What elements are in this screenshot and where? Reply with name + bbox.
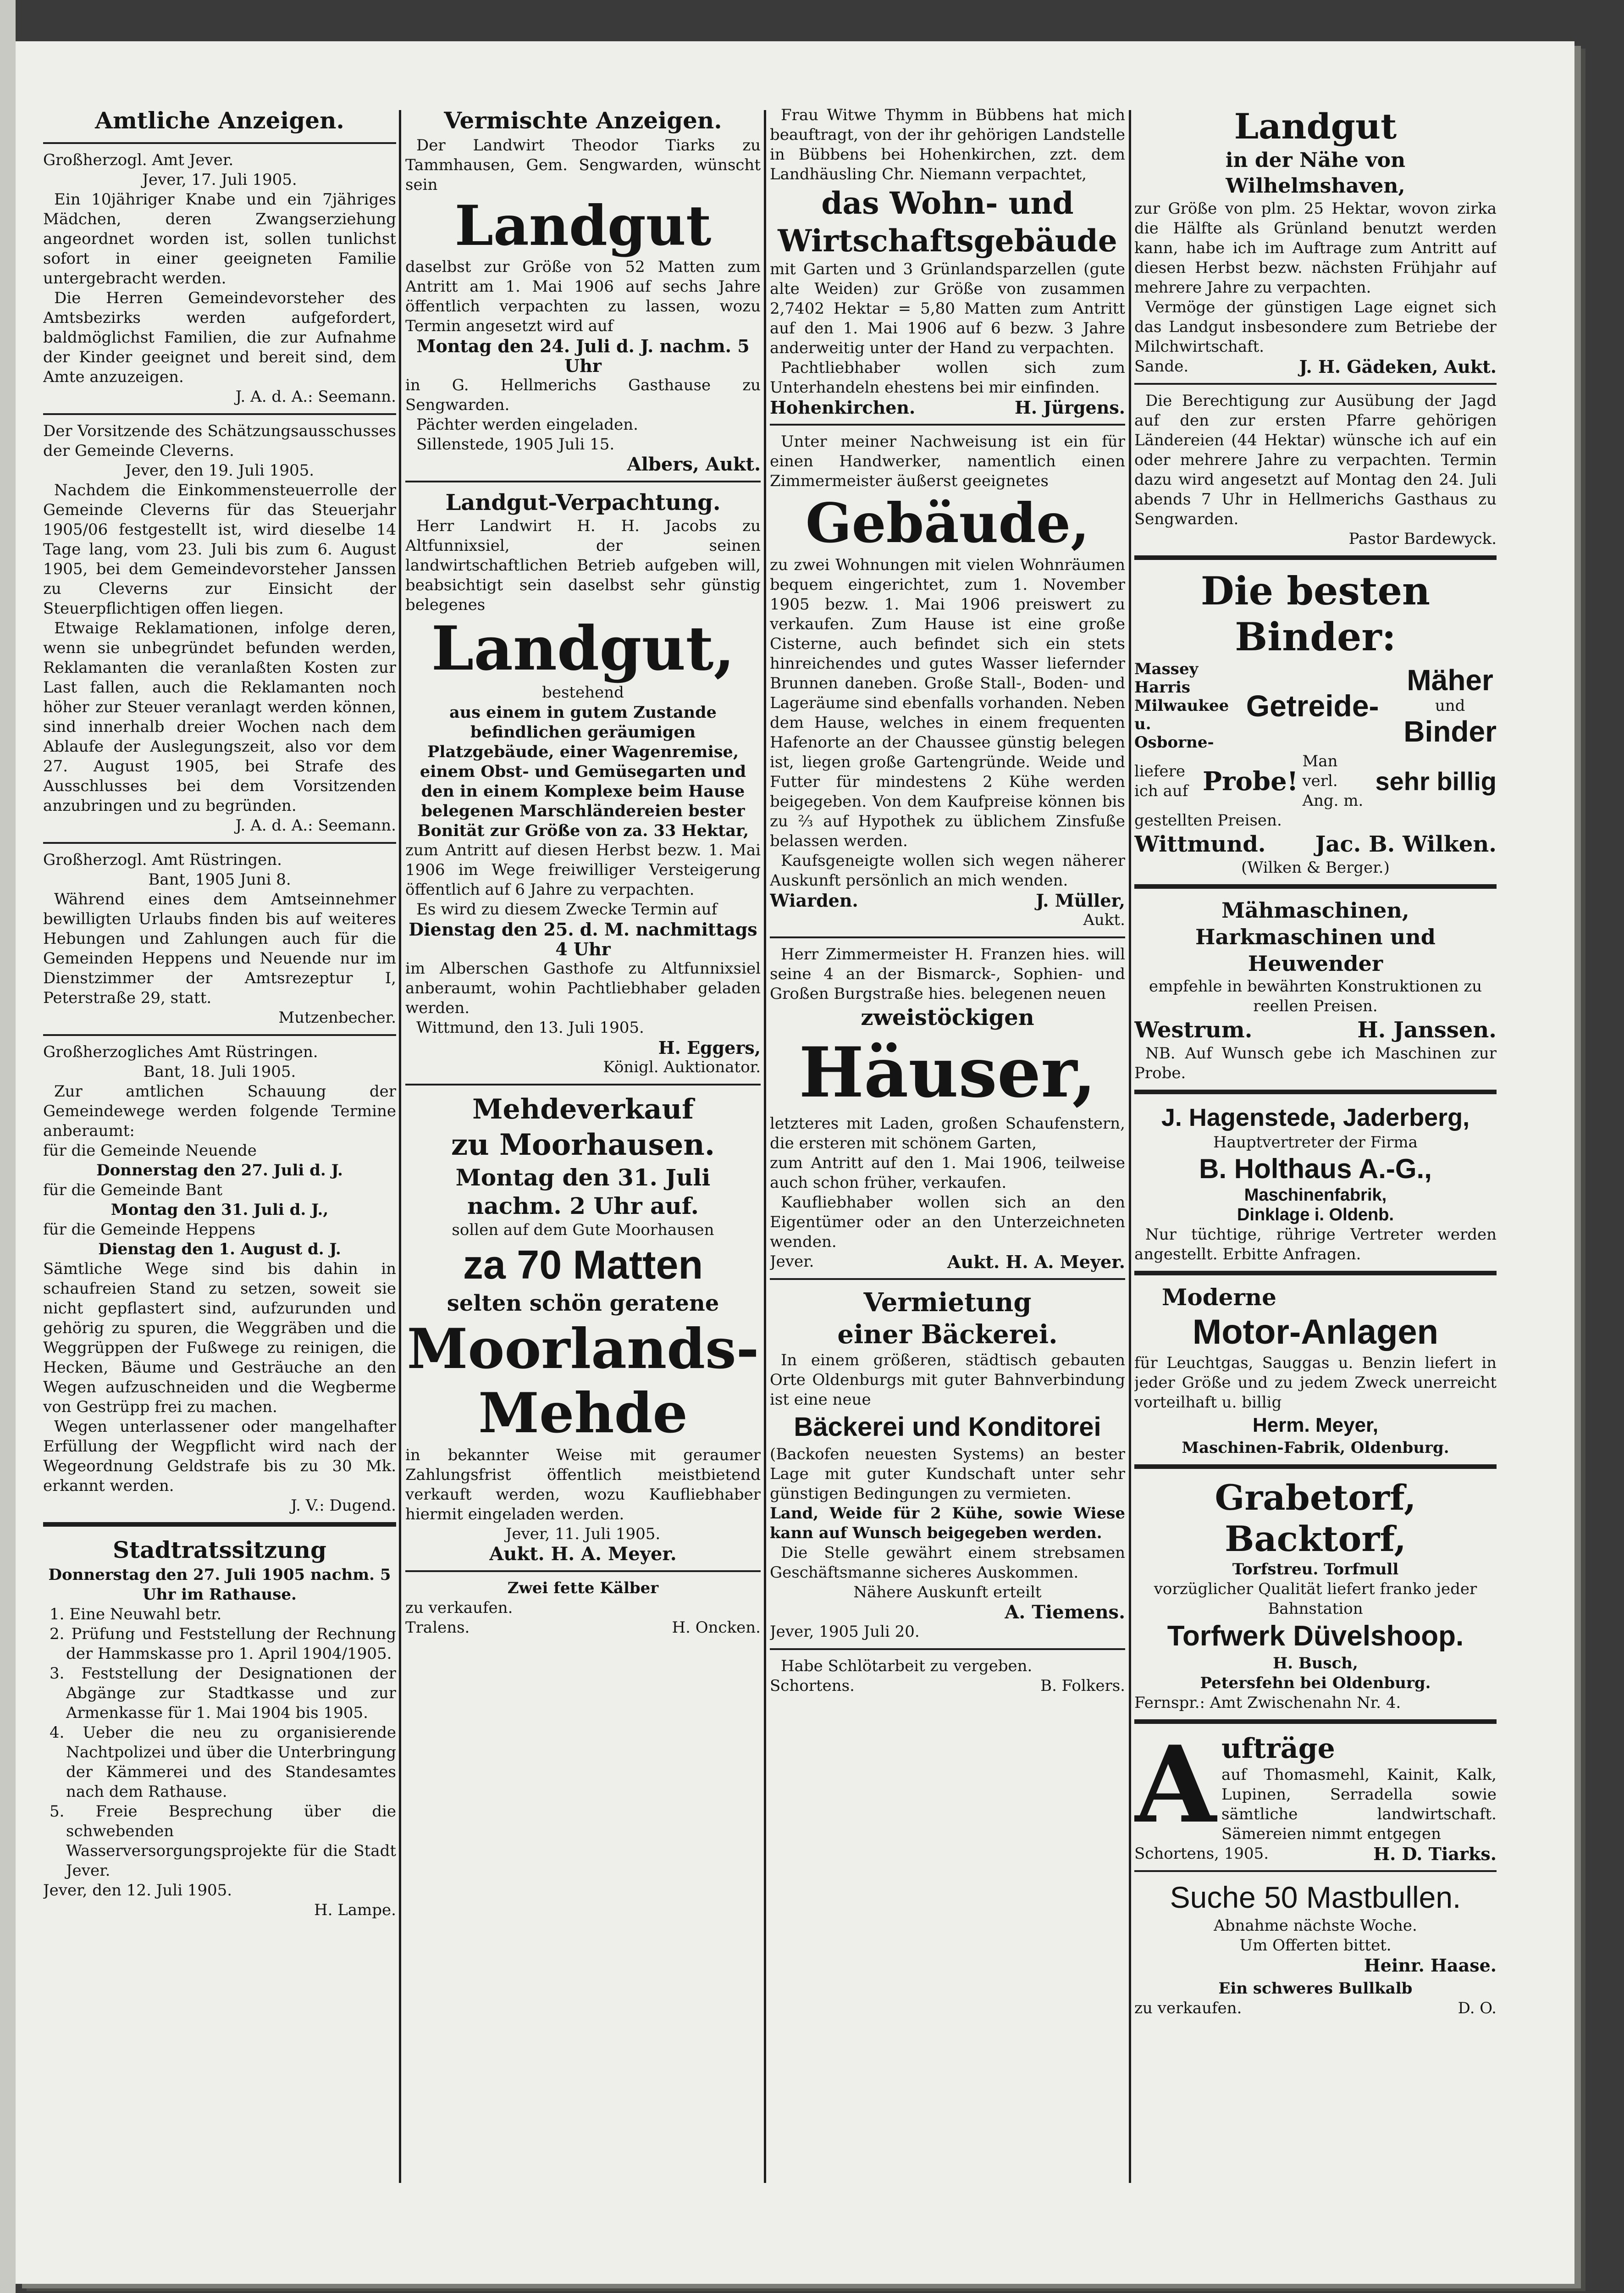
ad-headline: Grabetorf, bbox=[1215, 1477, 1416, 1518]
ad-signature: Königl. Auktionator. bbox=[603, 1058, 761, 1076]
ad-bold-text: Land, Weide für 2 Kühe, sowie Wiese kann auf Wunsch beigegeben werden. bbox=[770, 1504, 1125, 1542]
auftraege-row bbox=[1134, 1723, 1497, 1847]
ad-text: Kaufliebhaber wollen sich an den Eigentümer oder an den Unterzeichneten wenden. bbox=[770, 1193, 1125, 1251]
ad-text: Um Offerten bittet. bbox=[1239, 1936, 1392, 1955]
ad-place: Hohenkirchen. bbox=[770, 397, 916, 418]
ad-text: empfehle in bewährten Konstruktionen zu reellen Preisen. bbox=[1149, 977, 1482, 1015]
ad-place: Wittmund. bbox=[1134, 831, 1266, 857]
ad-text: Pächter werden eingeladen. bbox=[416, 415, 638, 434]
ad-place: Petersfehn bei Oldenburg. bbox=[1200, 1674, 1431, 1692]
binder-brand-row bbox=[1134, 660, 1497, 752]
ad-bullkalb bbox=[1134, 1979, 1497, 2018]
ad-signature: H. D. Tiarks. bbox=[1373, 1844, 1497, 1864]
ad-signature: J. H. Gädeken, Aukt. bbox=[1299, 356, 1497, 377]
notice-text: Während eines dem Amtseinnehmer bewilligten Urlaubs finden bis auf weiteres Hebungen und Zahlungen auch für die Gemeinden Heppens und Neuende nur im Dienstzimmer der Amtsrezeptur I, Peterstraße 29, statt. bbox=[43, 890, 396, 1007]
notice-office: Großherzogl. Amt Jever. bbox=[43, 151, 234, 169]
ad-footer bbox=[1134, 831, 1497, 858]
ad-haeuser bbox=[770, 945, 1125, 1272]
ad-text: für Leuchtgas, Sauggas u. Benzin liefert in jeder Größe und zu jedem Zweck unerreicht vorteilhaft u. billig bbox=[1134, 1354, 1497, 1412]
notice-text: Nachdem die Einkommensteuerrolle der Gemeinde Cleverns für das Steuerjahr 1905/06 festgestellt ist, wird dieselbe 14 Tage lang, vom 23. Juli bis zum 6. August 1905, bei dem Gemeindevorsteher Janssen zu Cleverns zur Einsicht der Steuerpflichtigen offen liegen. bbox=[43, 481, 396, 618]
divider bbox=[770, 424, 1125, 426]
ad-text: in G. Hellmerichs Gasthause zu Sengwarden. bbox=[405, 376, 761, 414]
ad-headline: Landgut bbox=[454, 194, 712, 258]
divider bbox=[405, 481, 761, 482]
ad-place: Schortens. bbox=[770, 1677, 855, 1695]
notice-text: Zur amtlichen Schauung der Gemeindewege werden folgende Termine anberaumt: bbox=[43, 1082, 396, 1140]
ad-headline: das Wohn- und Wirtschaftsgebäude bbox=[778, 185, 1117, 259]
notice-term: Montag den 31. Juli d. J., bbox=[110, 1201, 329, 1219]
binder-liefere: liefere ich auf bbox=[1134, 762, 1188, 800]
divider bbox=[43, 142, 396, 144]
divider bbox=[770, 1648, 1125, 1650]
notice-office: Großherzogl. Amt Rüstringen. bbox=[43, 851, 282, 869]
notice-date: Bant, 18. Juli 1905. bbox=[143, 1063, 296, 1081]
agenda-item: 1. Eine Neuwahl betr. bbox=[50, 1605, 222, 1623]
ad-text: in bekannter Weise mit geraumer Zahlungsfrist öffentlich meistbietend verkauft werden, wozu Kaufliebhaber hiermit eingeladen werden. bbox=[405, 1446, 761, 1523]
ad-footer bbox=[770, 1676, 1125, 1696]
newspaper-page bbox=[16, 41, 1574, 2284]
notice-signature: Mutzenbecher. bbox=[278, 1008, 396, 1027]
ad-signature: B. Folkers. bbox=[1040, 1677, 1125, 1695]
ad-text: (Backofen neuesten Systems) an bester Lage mit guter Kundschaft unter sehr günstigen Bedingungen zu vermieten. bbox=[770, 1445, 1125, 1503]
ad-signature: A. Tiemens. bbox=[1005, 1601, 1125, 1623]
notice-signature: J. V.: Dugend. bbox=[291, 1496, 396, 1515]
ad-signature: Maschinen-Fabrik, Oldenburg. bbox=[1182, 1439, 1449, 1457]
ad-text: vorzüglicher Qualität liefert franko jeder Bahnstation bbox=[1154, 1580, 1477, 1618]
ad-sub: bestehend bbox=[542, 683, 624, 702]
ad-footer bbox=[1134, 357, 1497, 377]
divider bbox=[770, 936, 1125, 938]
ad-headline: Landgut bbox=[1234, 106, 1397, 147]
ad-place: Wiarden. bbox=[770, 890, 858, 911]
divider bbox=[770, 1278, 1125, 1280]
ad-place: Jever. bbox=[770, 1252, 814, 1271]
ad-headline: Torfwerk Düvelshoop. bbox=[1167, 1620, 1464, 1652]
ad-holthaus bbox=[1134, 1102, 1497, 1264]
stadtrat-date: Jever, den 12. Juli 1905. bbox=[43, 1881, 232, 1900]
ad-footer bbox=[405, 1618, 761, 1638]
ad-text: letzteres mit Laden, großen Schaufenstern, die ersteren mit schönem Garten, bbox=[770, 1114, 1125, 1152]
ad-sub: (Wilken & Berger.) bbox=[1241, 858, 1390, 877]
ad-place: Westrum. bbox=[1134, 1017, 1253, 1043]
notice-cleverns-tax bbox=[43, 421, 396, 836]
ad-lead: Unter meiner Nachweisung ist ein für einen Handwerker, namentlich einen Zimmermeister äußerst geeignetes bbox=[770, 432, 1125, 490]
notice-text: Ein 10jähriger Knabe und ein 7jähriges Mädchen, deren Zwangserziehung angeordnet worden ist, sollen tunlichst sofort in einer geeigneten Familie untergebracht werden. bbox=[43, 190, 396, 288]
column-rule bbox=[1129, 110, 1131, 2183]
ad-text: NB. Auf Wunsch gebe ich Maschinen zur Probe. bbox=[1134, 1044, 1497, 1082]
divider bbox=[43, 413, 396, 415]
ad-gebaeude bbox=[770, 432, 1125, 930]
agenda-list bbox=[43, 1605, 396, 1881]
ad-initial: A bbox=[1134, 1723, 1216, 1847]
notice-text: Wegen unterlassener oder mangelhafter Erfüllung der Wegpflicht wird nach der Wegeordnung Geldstrafe bis zu 30 Mk. erkannt werden. bbox=[43, 1418, 396, 1495]
notice-term: Dienstag den 1. August d. J. bbox=[98, 1240, 341, 1258]
ad-text: Habe Schlötarbeit zu vergeben. bbox=[781, 1657, 1033, 1675]
ad-text: zur Größe von plm. 25 Hektar, wovon zirka die Hälfte als Grünland benutzt werden kann, habe ich im Auftrage zum Antritt auf diesen Herbst bezw. nächsten Frühjahr auf mehrere Jahre zu verpachten. bbox=[1134, 199, 1497, 297]
ad-text: zu verkaufen. bbox=[1134, 1999, 1242, 2017]
ad-bold-text: aus einem in gutem Zustande befindlichen geräumigen Platzgebäude, einer Wagenremise, einem Obst- und Gemüsegarten und den in einem Komplexe beim Hause belegenen Marschländereien bester Bonität zur Größe von za. 33 Hektar, bbox=[417, 703, 749, 840]
ad-wohnhaus bbox=[770, 105, 1125, 417]
divider bbox=[405, 1084, 761, 1086]
divider-heavy bbox=[1134, 1090, 1497, 1094]
ad-footer bbox=[770, 398, 1125, 417]
ad-headline: Landgut, bbox=[431, 613, 735, 684]
ad-headline: Ein schweres Bullkalb bbox=[1218, 1979, 1413, 1998]
divider bbox=[43, 1034, 396, 1036]
ad-binder bbox=[1134, 568, 1497, 878]
ad-jagd bbox=[1134, 391, 1497, 549]
ad-signature: Pastor Bardewyck. bbox=[1348, 530, 1497, 548]
ad-mastbullen bbox=[1134, 1878, 1497, 1975]
ad-lead: Herr Landwirt H. H. Jacobs zu Altfunnixsiel, der seinen landwirtschaftlichen Betrieb aufgeben will, beabsichtigt sein daselbst sehr günstig belegenes bbox=[405, 517, 761, 614]
ad-text: Nähere Auskunft erteilt bbox=[853, 1583, 1042, 1601]
ad-headline: einer Bäckerei. bbox=[837, 1319, 1058, 1350]
notice-signature: J. A. d. A.: Seemann. bbox=[235, 816, 396, 835]
ad-headline: ufträge bbox=[1221, 1733, 1335, 1765]
ad-text: mit Garten und 3 Grünlandsparzellen (gute alte Weiden) zur Größe von zusammen 2,7402 Hektar = 5,80 Matten zum Antritt auf den 1. Mai 1906 auf 6 bezw. 3 Jahre anderweitig unter der Hand zu verpachten. bbox=[770, 260, 1125, 357]
notice-text: Die Herren Gemeindevorsteher des Amtsbezirks werden aufgefordert, baldmöglichst Familien, die zur Aufnahme der Kinder geeignet und bereit sind, dem Amte anzuzeigen. bbox=[43, 289, 396, 386]
ad-signature: J. Müller, bbox=[1036, 890, 1125, 911]
ad-date: Jever, 1905 Juli 20. bbox=[770, 1623, 920, 1641]
ad-signature: H. Jürgens. bbox=[1015, 397, 1125, 418]
notice-date: Jever, 17. Juli 1905. bbox=[142, 171, 297, 189]
ad-signature: Heinr. Haase. bbox=[1364, 1955, 1497, 1976]
ad-text: Die Berechtigung zur Ausübung der Jagd auf den zur ersten Pfarre gehörigen Ländereien (44 Hektar) wünsche ich auf ein oder mehrere Jahre zu verpachten. Termin dazu wird angesetzt auf Montag den 24. Juli abends 7 Uhr in Hellmerichs Gasthaus zu Sengwarden. bbox=[1134, 392, 1497, 528]
stadtrat-notice bbox=[43, 1535, 396, 1920]
ad-signature: Herm. Meyer, bbox=[1253, 1414, 1378, 1436]
agenda-item: 2. Prüfung und Feststellung der Rechnung der Hammskasse pro 1. April 1904/1905. bbox=[50, 1625, 396, 1663]
ad-signature: H. Oncken. bbox=[672, 1618, 761, 1637]
notice-lead: Der Vorsitzende des Schätzungsausschusses der Gemeinde Cleverns. bbox=[43, 422, 396, 460]
ad-headline: selten schön geratene bbox=[447, 1291, 719, 1316]
ad-text: Pachtliebhaber wollen sich zum Unterhandeln ehestens bei mir einfinden. bbox=[770, 359, 1125, 397]
column-rule bbox=[764, 110, 766, 2183]
ad-date: Sillenstede, 1905 Juli 15. bbox=[416, 435, 615, 454]
notice-office: Großherzogliches Amt Rüstringen. bbox=[43, 1043, 318, 1061]
binder-right-1: Mäher bbox=[1407, 664, 1493, 697]
notice-jever-children bbox=[43, 150, 396, 407]
ad-signature: H. Janssen. bbox=[1357, 1017, 1497, 1043]
ad-signature: Aukt. H. A. Meyer. bbox=[489, 1543, 677, 1565]
ad-text: Vermöge der günstigen Lage eignet sich das Landgut insbesondere zum Betriebe der Milchwirtschaft. bbox=[1134, 298, 1497, 356]
binder-right-3: Binder bbox=[1403, 715, 1497, 748]
ad-text: Es wird zu diesem Zwecke Termin auf bbox=[416, 900, 718, 919]
ad-text: zu verkaufen. bbox=[405, 1599, 513, 1617]
ad-lead: Frau Witwe Thymm in Bübbens hat mich beauftragt, von der ihr gehörigen Landstelle in Bübbens bei Hohenkirchen, zzt. dem Landhäusling Chr. Niemann verpachtet, bbox=[770, 106, 1125, 183]
ad-term: Montag den 24. Juli d. J. nachm. 5 Uhr bbox=[416, 336, 750, 376]
ad-kaelber bbox=[405, 1579, 761, 1638]
ad-headline: Mehdeverkauf bbox=[472, 1093, 694, 1125]
ad-headline: Suche 50 Mastbullen. bbox=[1170, 1880, 1461, 1914]
ad-headline: Moderne bbox=[1162, 1284, 1276, 1311]
column-2 bbox=[405, 105, 761, 1641]
binder-right bbox=[1403, 664, 1497, 748]
ad-signature: Jac. B. Wilken. bbox=[1315, 831, 1497, 857]
binder-product: Getreide- bbox=[1246, 689, 1379, 723]
ad-headline: Zwei fette Kälber bbox=[507, 1579, 659, 1597]
auftraege-body bbox=[1221, 1732, 1497, 1844]
ad-signature: H. Busch, bbox=[1273, 1654, 1358, 1673]
amtliche-heading: Amtliche Anzeigen. bbox=[95, 107, 344, 134]
ad-footer bbox=[1134, 1844, 1497, 1864]
ad-place: Tralens. bbox=[405, 1618, 470, 1637]
binder-probe: Probe! bbox=[1203, 766, 1298, 797]
ad-headline: Moorlands- bbox=[407, 1317, 759, 1381]
ad-headline: J. Hagenstede, Jaderberg, bbox=[1161, 1104, 1470, 1131]
divider-heavy bbox=[1134, 884, 1497, 889]
notice-municipality: für die Gemeinde Neuende bbox=[43, 1141, 257, 1160]
ad-headline: Landgut-Verpachtung. bbox=[445, 490, 721, 515]
ad-headline: zu Moorhausen. bbox=[451, 1128, 715, 1162]
ad-signature: H. Eggers, bbox=[658, 1037, 761, 1058]
ad-signature: Albers, Aukt. bbox=[627, 454, 761, 475]
stadtrat-heading: Stadtratssitzung bbox=[113, 1536, 326, 1563]
ad-mehdeverkauf bbox=[405, 1092, 761, 1564]
ad-term: Dienstag den 25. d. M. nachmittags 4 Uhr bbox=[409, 919, 757, 959]
divider bbox=[1134, 1870, 1497, 1872]
ad-landgut-verpachtung bbox=[405, 489, 761, 1077]
column-3 bbox=[770, 105, 1125, 1700]
ad-date: Jever, 11. Juli 1905. bbox=[505, 1525, 661, 1543]
ad-lead: Herr Zimmermeister H. Franzen hies. will seine 4 an der Bismarck-, Sophien- und Großen Burgstraße hies. belegenen neuen bbox=[770, 945, 1125, 1003]
ad-place: Sande. bbox=[1134, 357, 1189, 376]
divider bbox=[405, 1570, 761, 1572]
ad-lead: Hauptvertreter der Firma bbox=[1213, 1133, 1418, 1152]
column-1 bbox=[43, 105, 396, 1924]
notice-text: Etwaige Reklamationen, infolge deren, wenn sie unbegründet befunden werden, Reklamanten die veranlaßten Kosten zur Last fallen, auch die Reklamanten noch höher zur Steuer veranlagt werden können, sind innerhalb dreier Wochen nach dem Ablaufe der Auslegungszeit, also vor dem 27. August 1905, bei Strafe des Ausschlusses bei dem Vorsitzenden anzubringen und zu begründen. bbox=[43, 619, 396, 815]
divider-heavy bbox=[43, 1522, 396, 1527]
ad-sub: Dinklage i. Oldenb. bbox=[1237, 1205, 1394, 1224]
notice-date: Bant, 1905 Juni 8. bbox=[148, 870, 291, 889]
ad-headline: Mähmaschinen, Harkmaschinen und Heuwender bbox=[1195, 898, 1436, 976]
ad-headline: Häuser, bbox=[799, 1032, 1096, 1113]
binder-brands: Massey Harris Milwaukee u. Osborne- bbox=[1134, 660, 1229, 752]
ad-landgut-wilhelmshaven bbox=[1134, 105, 1497, 377]
notice-ruestringen-payments bbox=[43, 850, 396, 1028]
ad-landgut-tiarks bbox=[405, 105, 761, 474]
vermischte-heading: Vermischte Anzeigen. bbox=[444, 107, 722, 134]
ad-text: zum Antritt auf diesen Herbst bezw. 1. Mai 1906 im Wege freiwilliger Versteigerung öffentlich auf 6 Jahre zu verpachten. bbox=[405, 841, 761, 899]
ad-text: Kaufsgeneigte wollen sich wegen näherer Auskunft persönlich an mich wenden. bbox=[770, 852, 1125, 890]
ad-auftraege bbox=[1134, 1723, 1497, 1864]
ad-torf bbox=[1134, 1477, 1497, 1713]
divider-heavy bbox=[1134, 1271, 1497, 1275]
binder-billig: sehr billig bbox=[1375, 767, 1497, 796]
divider bbox=[43, 842, 396, 844]
ad-text: gestellten Preisen. bbox=[1134, 811, 1282, 830]
divider-heavy bbox=[1134, 555, 1497, 560]
binder-manverl: Man verl. Ang. m. bbox=[1302, 752, 1364, 810]
binder-right-2: und bbox=[1435, 697, 1465, 715]
ad-maehmaschinen bbox=[1134, 897, 1497, 1083]
scan-edge bbox=[0, 0, 16, 2293]
ad-text: Nur tüchtige, rührige Vertreter werden angestellt. Erbitte Anfragen. bbox=[1134, 1225, 1497, 1263]
ad-headline: B. Holthaus A.-G., bbox=[1199, 1153, 1432, 1184]
ad-baeckerei bbox=[770, 1286, 1125, 1642]
ad-signature: D. O. bbox=[1458, 1999, 1497, 2017]
ad-headline: Motor-Anlagen bbox=[1192, 1313, 1439, 1351]
ad-headline: za 70 Matten bbox=[463, 1242, 703, 1287]
notice-road-inspection bbox=[43, 1042, 396, 1516]
stadtrat-signature: H. Lampe. bbox=[314, 1901, 396, 1919]
ad-headline: Backtorf, bbox=[1225, 1518, 1406, 1559]
ad-text: Fernspr.: Amt Zwischenahn Nr. 4. bbox=[1134, 1694, 1401, 1712]
ad-footer bbox=[1134, 1999, 1497, 2018]
ad-headline: Vermietung bbox=[863, 1287, 1032, 1318]
ad-headline: Montag den 31. Juli nachm. 2 Uhr auf. bbox=[455, 1164, 711, 1219]
agenda-item: 3. Feststellung der Designationen der Abgänge zur Stadtkasse und zur Armenkasse für 1. Mai 1904 bis 1905. bbox=[50, 1664, 396, 1722]
ad-lead: Der Landwirt Theodor Tiarks zu Tammhausen, Gem. Sengwarden, wünscht sein bbox=[405, 136, 761, 194]
column-rule bbox=[399, 110, 401, 2183]
agenda-item: 5. Freie Besprechung über die schwebenden Wasserversorgungsprojekte für die Stadt Jever. bbox=[50, 1802, 396, 1880]
ad-text: Abnahme nächste Woche. bbox=[1214, 1916, 1417, 1935]
ad-lead: In einem größeren, städtisch gebauten Orte Oldenburgs mit guter Bahnverbindung ist eine neue bbox=[770, 1351, 1125, 1409]
notice-municipality: für die Gemeinde Bant bbox=[43, 1181, 223, 1199]
ad-headline: in der Nähe von Wilhelmshaven, bbox=[1225, 149, 1406, 198]
ad-place: Schortens, 1905. bbox=[1134, 1844, 1269, 1863]
ad-footer bbox=[770, 1252, 1125, 1272]
ad-text: im Alberschen Gasthofe zu Altfunnixsiel anberaumt, wohin Pachtliebhaber geladen werden. bbox=[405, 959, 761, 1017]
ad-headline: Bäckerei und Konditorei bbox=[794, 1412, 1101, 1442]
ad-text: daselbst zur Größe von 52 Matten zum Antritt am 1. Mai 1906 auf sechs Jahre öffentlich verpachten zu lassen, wozu Termin angesetzt wird auf bbox=[405, 258, 761, 335]
notice-text: Sämtliche Wege sind bis dahin in schaufreien Stand zu setzen, soweit sie nicht gepflastert sind, aufzurunden und gehörig zu spuren, die Weggräben und die Weggrüppen der Fußwege zu reinigen, die Hecken, Bäume und Gesträuche an den Wegen aufzuschneiden und die Wegberme von Gestrüpp frei zu machen. bbox=[43, 1260, 396, 1416]
ad-signature: Aukt. H. A. Meyer. bbox=[947, 1252, 1125, 1272]
notice-date: Jever, den 19. Juli 1905. bbox=[125, 461, 315, 480]
ad-text: auf Thomasmehl, Kainit, Kalk, Lupinen, Serradella sowie sämtliche landwirtschaft. Sämereien nimmt entgegen bbox=[1221, 1766, 1497, 1843]
ad-footer bbox=[1134, 1016, 1497, 1044]
stadtrat-subheading: Donnerstag den 27. Juli 1905 nachm. 5 Uhr im Rathause. bbox=[48, 1566, 391, 1604]
ad-signature: Aukt. bbox=[1083, 911, 1125, 929]
divider bbox=[1134, 383, 1497, 385]
ad-headline: Mehde bbox=[478, 1381, 688, 1446]
ad-text: Die Stelle gewährt einem strebsamen Geschäftsmanne sicheres Auskommen. bbox=[770, 1544, 1125, 1582]
ad-schloetarbeit bbox=[770, 1656, 1125, 1696]
ad-text: zum Antritt auf den 1. Mai 1906, teilweise auch schon früher, verkaufen. bbox=[770, 1154, 1125, 1192]
ad-lead: sollen auf dem Gute Moorhausen bbox=[452, 1221, 714, 1239]
ad-headline: Die besten Binder: bbox=[1200, 568, 1431, 659]
ad-sub: Torfstreu. Torfmull bbox=[1232, 1560, 1399, 1579]
notice-signature: J. A. d. A.: Seemann. bbox=[235, 388, 396, 406]
ad-footer bbox=[770, 891, 1125, 910]
binder-offer-row bbox=[1134, 752, 1497, 811]
ad-motor-anlagen bbox=[1134, 1284, 1497, 1458]
ad-headline: Gebäude, bbox=[805, 491, 1090, 555]
column-4 bbox=[1134, 105, 1497, 2022]
notice-term: Donnerstag den 27. Juli d. J. bbox=[96, 1161, 343, 1180]
agenda-item: 4. Ueber die neu zu organisierende Nachtpolizei und über die Unterbringung der Kämmerei und des Standesamtes nach dem Rathause. bbox=[50, 1723, 396, 1801]
notice-municipality: für die Gemeinde Heppens bbox=[43, 1220, 255, 1239]
divider-heavy bbox=[1134, 1464, 1497, 1469]
ad-date: Wittmund, den 13. Juli 1905. bbox=[416, 1019, 644, 1037]
ad-text: zu zwei Wohnungen mit vielen Wohnräumen bequem eingerichtet, zum 1. November 1905 bezw. 1. Mai 1906 preiswert zu verkaufen. Zum Hause ist eine große Cisterne, auch befindet sich ein stets hinreichendes und gutes Wasser liefernder Brunnen daneben. Große Stall-, Boden- und Lageräume sind ebenfalls vorhanden. Neben dem Hause, welches in einem frequenten Hafenorte an der Chaussee günstig belegen ist, liegen große Gartengründe. Weide und Futter für mindestens 2 Kühe werden beigegeben. Von dem Kaufpreise können bis zu ⅔ auf Hypothek zu üblichem Zinsfuße belassen werden. bbox=[770, 556, 1125, 850]
ad-sub: Maschinenfabrik, bbox=[1244, 1185, 1387, 1205]
ad-sub: zweistöckigen bbox=[861, 1005, 1034, 1030]
